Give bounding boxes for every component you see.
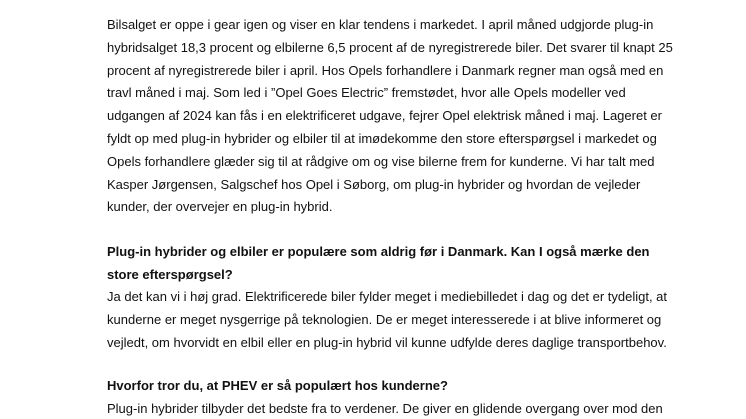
question-line: Hvorfor tror du, at PHEV er så populært hos kunderne? — [107, 378, 448, 393]
intro-line: udgangen af 2024 kan fås i en elektrificeret udgave, fejrer Opel elektrisk måned i maj. Lageret er — [107, 108, 662, 124]
answer-paragraph-1 — [107, 286, 667, 354]
intro-line: procent af nyregistrerede biler i april. Hos Opels forhandlere i Danmark regner man også med en — [107, 62, 664, 78]
intro-line: Kasper Jørgensen, Salgschef hos Opel i Søborg, om plug-in hybrider og hvordan de vejleder — [107, 176, 641, 192]
intro-line: travl måned i maj. Som led i ”Opel Goes Electric” fremstødet, hvor alle Opels modeller ved — [107, 85, 626, 101]
answer-paragraph-2 — [107, 398, 667, 419]
answer-line: Ja det kan vi i høj grad. Elektrificerede biler fylder meget i mediebilledet i dag og det er tydeligt, at — [107, 289, 668, 304]
question-heading-2 — [107, 375, 667, 398]
answer-line: Plug-in hybrider tilbyder det bedste fra to verdener. De giver en glidende overgang over mod den — [107, 401, 663, 416]
intro-line: Bilsalget er oppe i gear igen og viser en klar tendens i markedet. I april måned udgjorde plug-in — [107, 17, 654, 32]
intro-line: Opels forhandlere glæder sig til at rådgive om og vise bilerne frem for kunderne. Vi har talt med — [107, 153, 655, 169]
intro-line: kunder, der overvejer en plug-in hybrid. — [107, 199, 333, 215]
intro-paragraph — [107, 14, 673, 219]
intro-line: hybridsalget 18,3 procent og elbilerne 6,5 procent af de nyregistrerede biler. Det svarer til knapt 25 — [107, 39, 673, 55]
answer-line: vejledt, om hvorvidt en elbil eller en plug-in hybrid vil kunne udfylde deres daglige transportbehov. — [107, 334, 667, 350]
question-heading-1 — [107, 241, 667, 287]
intro-line: fyldt op med plug-in hybrider og elbiler til at imødekomme den store efterspørgsel i markedet og — [107, 130, 657, 146]
question-line: Plug-in hybrider og elbiler er populære som aldrig før i Danmark. Kan I også mærke den — [107, 244, 650, 259]
question-line: store efterspørgsel? — [107, 266, 233, 282]
answer-line: kunderne er meget nysgerrige på teknologien. De er meget interesserede i at blive informeret og — [107, 311, 662, 327]
